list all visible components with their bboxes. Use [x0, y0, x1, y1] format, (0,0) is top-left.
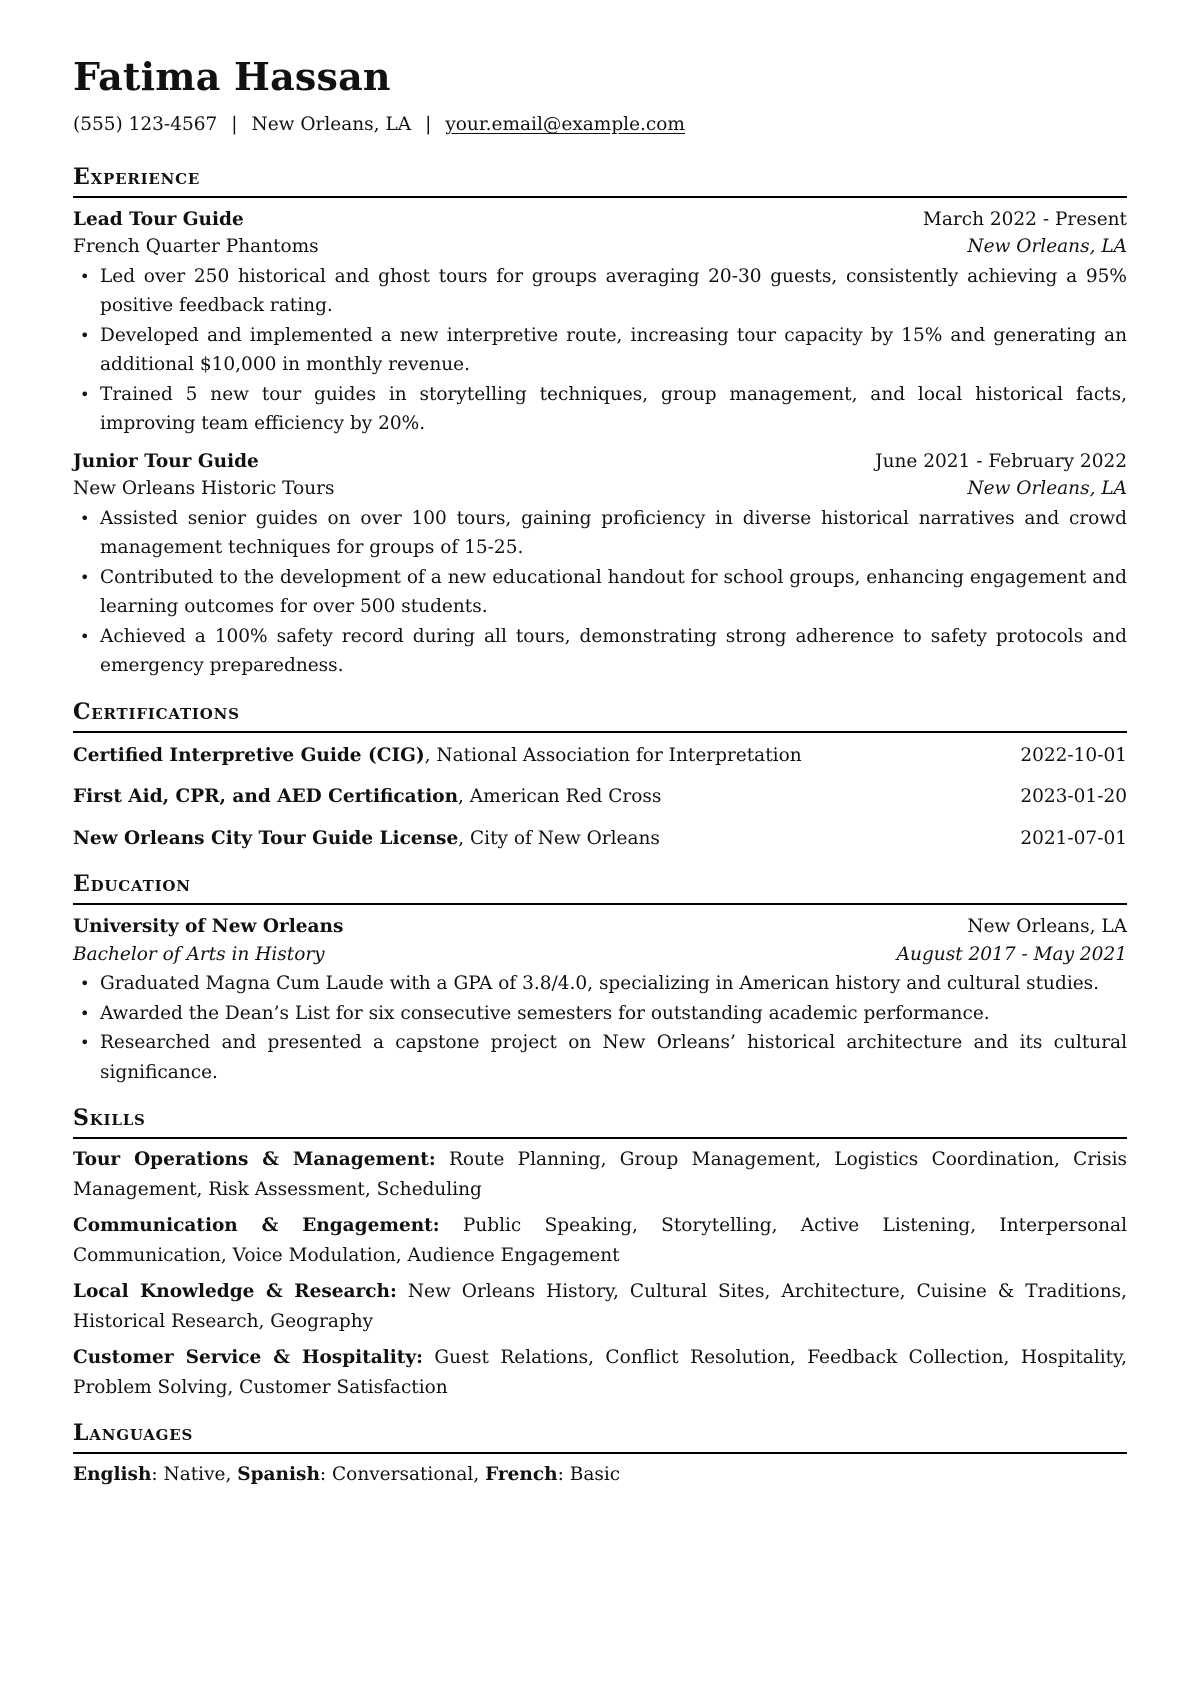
skill-row	[73, 1343, 1127, 1402]
cert-name: New Orleans City Tour Guide License	[73, 827, 459, 849]
list-item: • Awarded the Dean’s List for six consecutive semesters for outstanding academic performance.	[100, 999, 1127, 1029]
degree: Bachelor of Arts in History	[73, 943, 325, 965]
skill-label: Communication & Engagement:	[73, 1215, 440, 1236]
section-title: Languages	[73, 1420, 194, 1446]
cert-name: Certified Interpretive Guide (CIG)	[73, 744, 425, 766]
skill-label: Tour Operations & Management:	[73, 1149, 436, 1170]
job-role: Junior Tour Guide	[73, 450, 259, 472]
cert-name: First Aid, CPR, and AED Certification	[73, 786, 459, 807]
candidate-name: Fatima Hassan	[73, 54, 391, 99]
certification-row	[73, 824, 1127, 854]
list-item: • Achieved a 100% safety record during all tours, demonstrating strong adherence to safety protocols and emergency preparedness.	[100, 622, 1127, 681]
job-dates: March 2022 - Present	[922, 208, 1127, 230]
job-entry	[73, 447, 1127, 681]
cert-issuer: , American Red Cross	[458, 786, 662, 807]
certifications-section	[73, 698, 1127, 854]
separator: |	[425, 114, 432, 135]
job-bullets	[73, 262, 1127, 439]
language-name: French	[485, 1464, 558, 1485]
skill-label: Local Knowledge & Research:	[73, 1281, 397, 1302]
section-title: Skills	[73, 1105, 146, 1131]
skills-section	[73, 1107, 1127, 1402]
phone: (555) 123-4567	[73, 114, 218, 135]
job-location: New Orleans, LA	[967, 236, 1127, 257]
section-divider	[73, 1452, 1127, 1454]
section-divider	[73, 903, 1127, 905]
languages-row	[73, 1460, 1127, 1490]
job-company: New Orleans Historic Tours	[73, 478, 335, 499]
section-title: Certifications	[73, 698, 240, 725]
list-item: • Researched and presented a capstone project on New Orleans’ historical architecture and its cultural significance.	[100, 1028, 1127, 1087]
cert-date: 2023-01-20	[1020, 786, 1127, 807]
section-title: Experience	[73, 163, 201, 190]
school-name: University of New Orleans	[73, 916, 344, 937]
language-name: Spanish	[237, 1464, 320, 1485]
education-bullets	[73, 969, 1127, 1087]
language-level: : Conversational,	[319, 1464, 486, 1485]
experience-section	[73, 163, 1127, 681]
location: New Orleans, LA	[251, 114, 412, 135]
education-dates: August 2017 - May 2021	[896, 943, 1127, 965]
resume-page	[73, 54, 1127, 1490]
skill-label: Customer Service & Hospitality:	[73, 1347, 423, 1368]
language-name: English	[73, 1464, 152, 1485]
list-item: • Assisted senior guides on over 100 tours, gaining proficiency in diverse historical narratives and crowd management techniques for groups of 15-25.	[100, 504, 1127, 563]
contact-line	[73, 116, 1127, 135]
job-role: Lead Tour Guide	[73, 208, 244, 230]
list-item: • Contributed to the development of a new educational handout for school groups, enhancing engagement and learning outcomes for over 500 students.	[100, 563, 1127, 622]
cert-issuer: , National Association for Interpretation	[424, 744, 802, 766]
job-company: French Quarter Phantoms	[73, 236, 319, 257]
job-entry	[73, 205, 1127, 439]
email-link[interactable]: your.email@example.com	[445, 114, 685, 135]
education-entry	[73, 912, 1127, 1087]
languages-section	[73, 1422, 1127, 1490]
language-level: : Basic	[557, 1464, 621, 1485]
section-divider	[73, 1137, 1127, 1139]
list-item: • Trained 5 new tour guides in storytelling techniques, group management, and local historical facts, improving team efficiency by 20%.	[100, 380, 1127, 439]
list-item: • Developed and implemented a new interpretive route, increasing tour capacity by 15% and generating an additional $10,000 in monthly revenue.	[100, 321, 1127, 380]
section-title: Education	[73, 871, 191, 897]
job-location: New Orleans, LA	[967, 478, 1127, 499]
skill-values: Guest Relations, Conflict Resolution, Feedback Collection, Hospitality, Problem Solving, Customer Satisfaction	[73, 1347, 1127, 1398]
list-item: • Graduated Magna Cum Laude with a GPA of 3.8/4.0, specializing in American history and cultural studies.	[100, 969, 1127, 999]
skill-values: Route Planning, Group Management, Logistics Coordination, Crisis Management, Risk Assessment, Scheduling	[73, 1149, 1127, 1200]
cert-issuer: , City of New Orleans	[458, 827, 660, 849]
skill-row	[73, 1277, 1127, 1336]
skill-values: Public Speaking, Storytelling, Active Listening, Interpersonal Communication, Voice Modulation, Audience Engagement	[73, 1215, 1127, 1266]
separator: |	[231, 114, 238, 135]
education-section	[73, 873, 1127, 1087]
skill-row	[73, 1211, 1127, 1270]
list-item: • Led over 250 historical and ghost tours for groups averaging 20-30 guests, consistently achieving a 95% positive feedback rating.	[100, 262, 1127, 321]
section-divider	[73, 731, 1127, 733]
certification-row	[73, 741, 1127, 771]
certification-row	[73, 782, 1127, 812]
section-divider	[73, 196, 1127, 198]
job-dates: June 2021 - February 2022	[875, 450, 1127, 472]
cert-date: 2021-07-01	[1020, 827, 1127, 849]
language-level: : Native,	[151, 1464, 238, 1485]
school-location: New Orleans, LA	[967, 916, 1127, 937]
skill-row	[73, 1145, 1127, 1204]
cert-date: 2022-10-01	[1020, 744, 1127, 766]
job-bullets	[73, 504, 1127, 681]
skill-values: New Orleans History, Cultural Sites, Architecture, Cuisine & Traditions, Historical Research, Geography	[73, 1281, 1127, 1332]
